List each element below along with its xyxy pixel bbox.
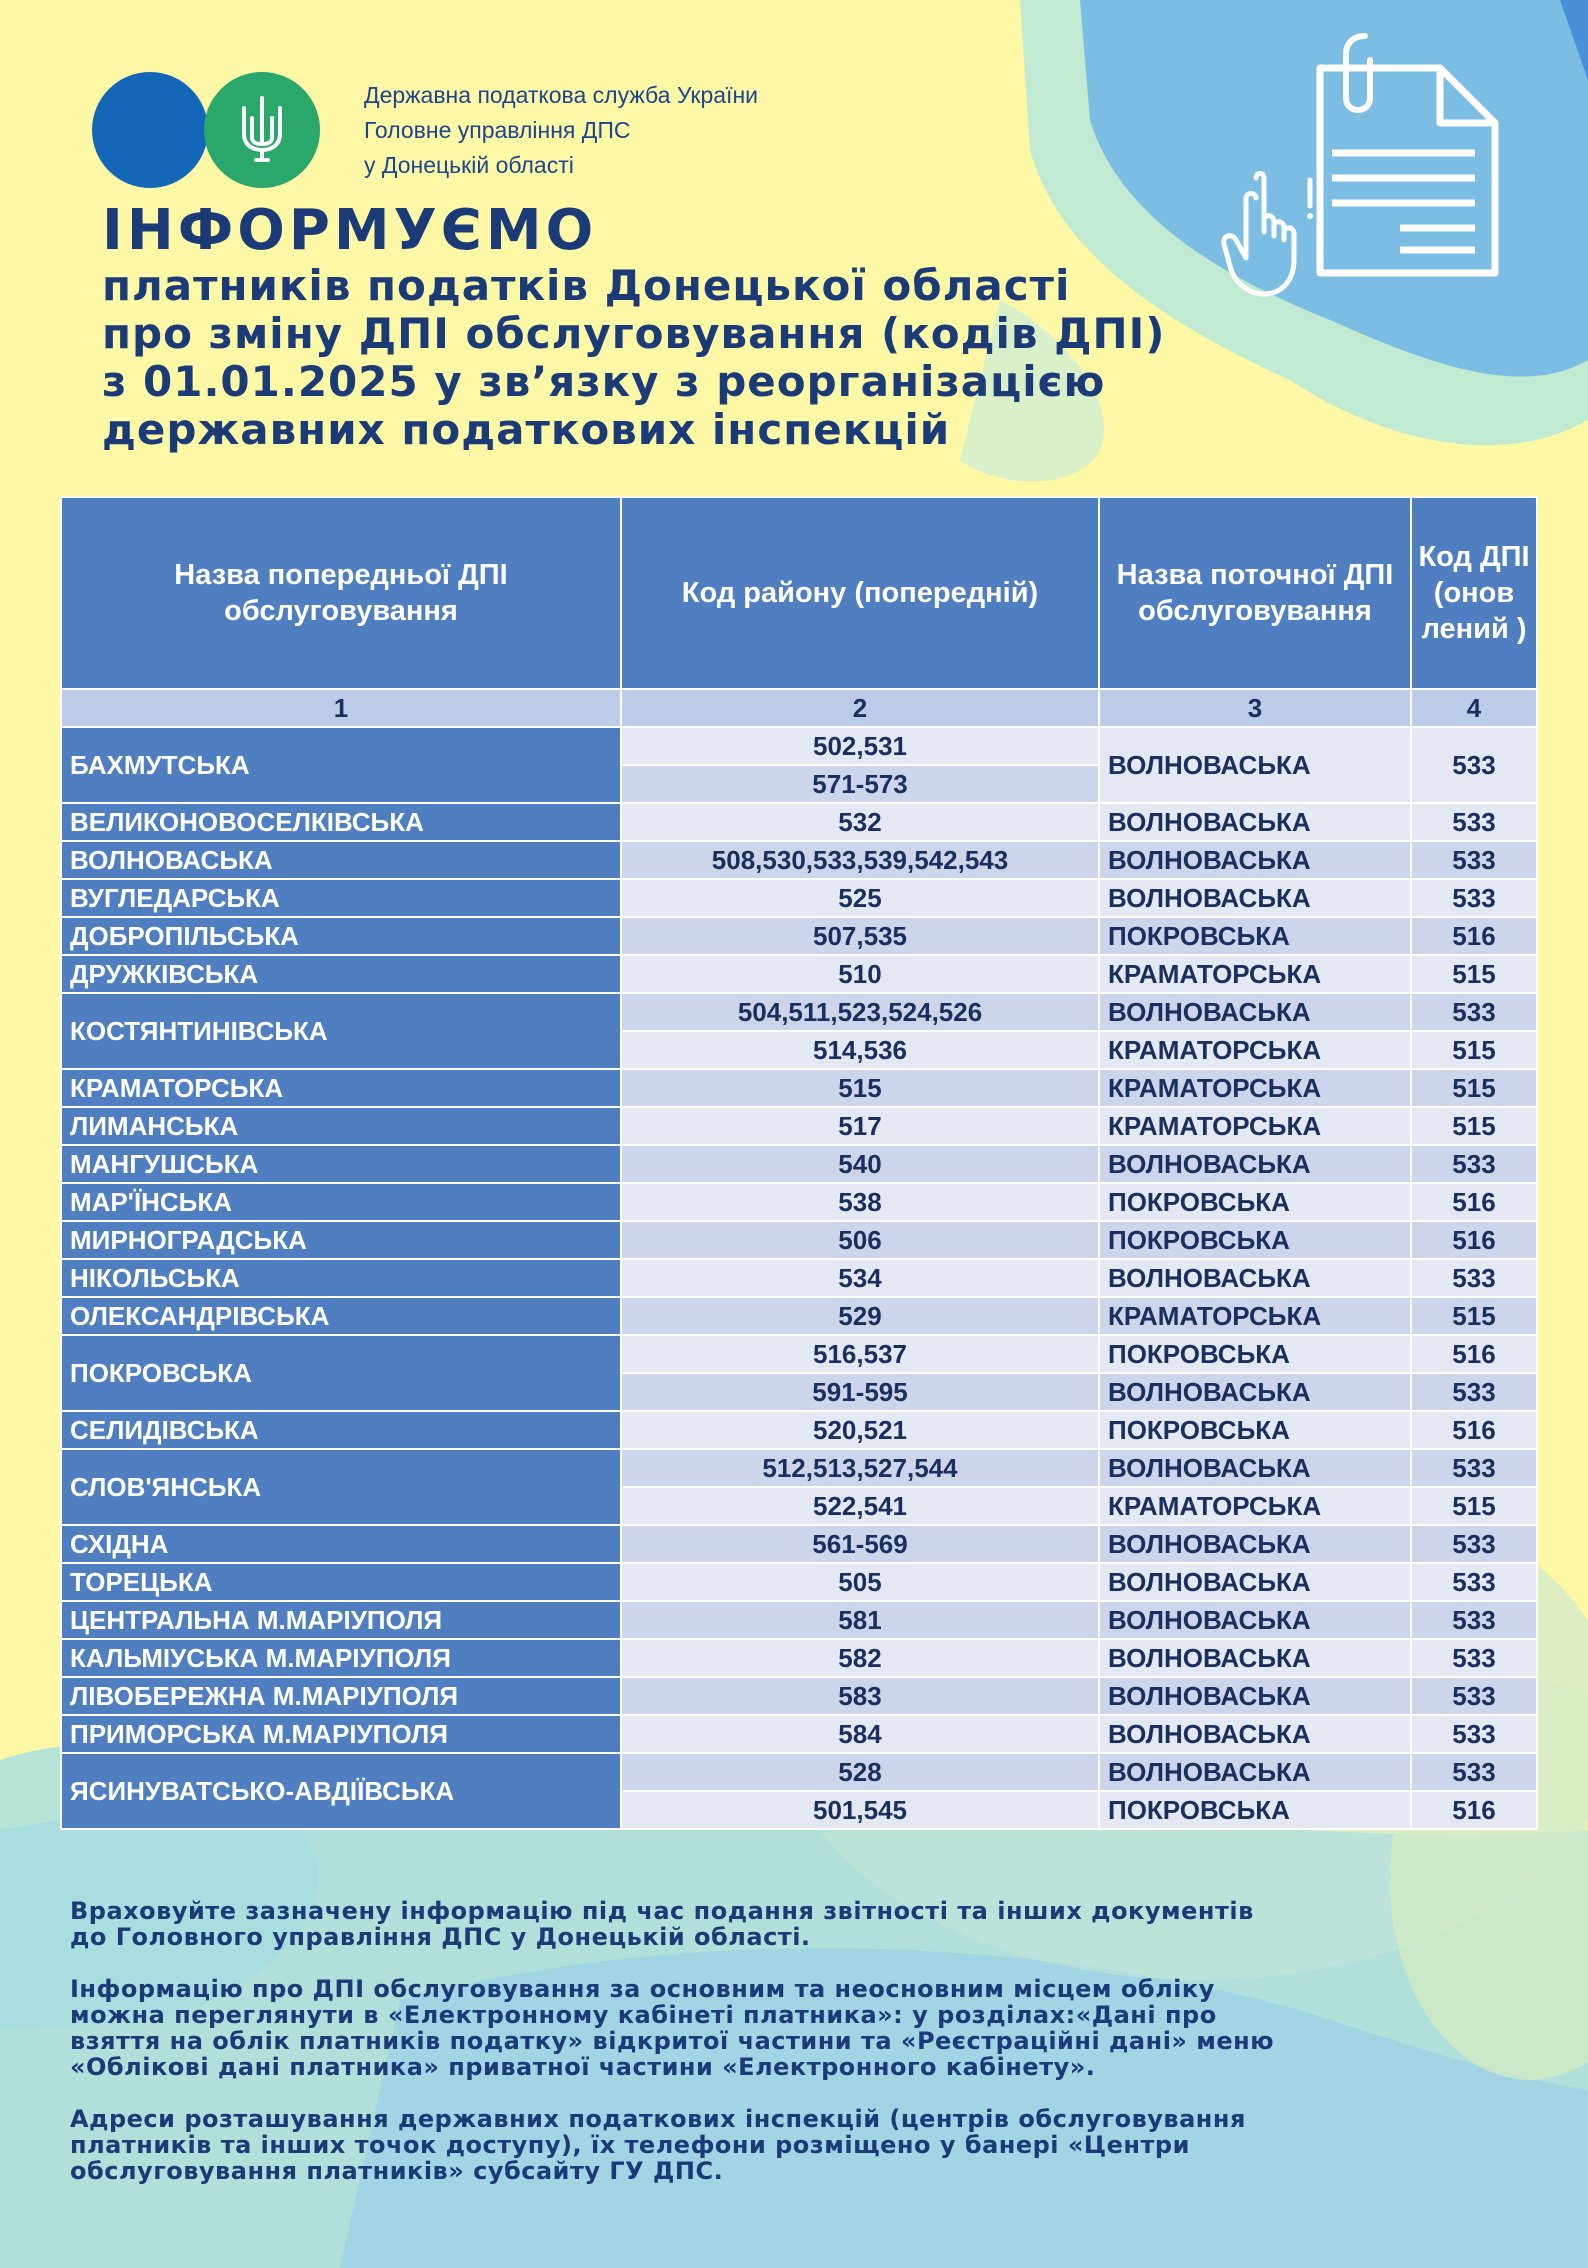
footer-text: до Головного управління ДПС у Донецькій області. bbox=[70, 1923, 811, 1951]
current-dpi-name: ПОКРОВСЬКА bbox=[1099, 1335, 1411, 1373]
prev-dpi-name: МАР'ЇНСЬКА bbox=[61, 1183, 621, 1221]
pointing-hand-icon bbox=[1220, 170, 1320, 300]
prev-dpi-name: СЕЛИДІВСЬКА bbox=[61, 1411, 621, 1449]
current-dpi-name: ВОЛНОВАСЬКА bbox=[1099, 1145, 1411, 1183]
new-dpi-code: 533 bbox=[1411, 1677, 1537, 1715]
current-dpi-name: ВОЛНОВАСЬКА bbox=[1099, 993, 1411, 1031]
prev-dpi-name: ЯСИНУВАТСЬКО-АВДІЇВСЬКА bbox=[61, 1753, 621, 1829]
district-code: 538 bbox=[621, 1183, 1099, 1221]
table-row bbox=[61, 1715, 1537, 1753]
header-current-dpi: Назва поточної ДПІ обслуговування bbox=[1099, 497, 1411, 689]
org-line-2: Головне управління ДПС bbox=[364, 117, 631, 143]
table-row bbox=[61, 1753, 1537, 1791]
table-header-row bbox=[61, 497, 1537, 689]
table-row bbox=[61, 803, 1537, 841]
prev-dpi-name: ВОЛНОВАСЬКА bbox=[61, 841, 621, 879]
prev-dpi-name: ДОБРОПІЛЬСЬКА bbox=[61, 917, 621, 955]
new-dpi-code: 515 bbox=[1411, 1297, 1537, 1335]
prev-dpi-name: БАХМУТСЬКА bbox=[61, 727, 621, 803]
district-code: 528 bbox=[621, 1753, 1099, 1791]
new-dpi-code: 533 bbox=[1411, 1601, 1537, 1639]
district-code: 534 bbox=[621, 1259, 1099, 1297]
district-code: 581 bbox=[621, 1601, 1099, 1639]
current-dpi-name: ВОЛНОВАСЬКА bbox=[1099, 1677, 1411, 1715]
footer-paragraph-2 bbox=[70, 1976, 1530, 2080]
district-code: 529 bbox=[621, 1297, 1099, 1335]
prev-dpi-name: ВЕЛИКОНОВОСЕЛКІВСЬКА bbox=[61, 803, 621, 841]
table-row bbox=[61, 1221, 1537, 1259]
prev-dpi-name: НІКОЛЬСЬКА bbox=[61, 1259, 621, 1297]
district-code: 525 bbox=[621, 879, 1099, 917]
prev-dpi-name: СХІДНА bbox=[61, 1525, 621, 1563]
new-dpi-code: 533 bbox=[1411, 1563, 1537, 1601]
new-dpi-code: 515 bbox=[1411, 1031, 1537, 1069]
table-row bbox=[61, 1107, 1537, 1145]
current-dpi-name: КРАМАТОРСЬКА bbox=[1099, 955, 1411, 993]
org-line-3: у Донецькій області bbox=[364, 152, 574, 178]
trident-icon bbox=[238, 94, 286, 164]
headline bbox=[102, 200, 1165, 454]
header-new-code: Код ДПІ (онов лений ) bbox=[1411, 497, 1537, 689]
new-dpi-code: 515 bbox=[1411, 1069, 1537, 1107]
district-code: 502,531 bbox=[621, 727, 1099, 765]
new-dpi-code: 533 bbox=[1411, 1525, 1537, 1563]
header-prev-dpi: Назва попередньої ДПІ обслуговування bbox=[61, 497, 621, 689]
current-dpi-name: ВОЛНОВАСЬКА bbox=[1099, 1525, 1411, 1563]
district-code: 591-595 bbox=[621, 1373, 1099, 1411]
table-row bbox=[61, 1677, 1537, 1715]
table-row bbox=[61, 1411, 1537, 1449]
current-dpi-name: ПОКРОВСЬКА bbox=[1099, 1183, 1411, 1221]
column-numbers-row bbox=[61, 689, 1537, 727]
table-row bbox=[61, 1259, 1537, 1297]
table-row bbox=[61, 955, 1537, 993]
prev-dpi-name: КАЛЬМІУСЬКА М.МАРІУПОЛЯ bbox=[61, 1639, 621, 1677]
table-row bbox=[61, 1525, 1537, 1563]
current-dpi-name: КРАМАТОРСЬКА bbox=[1099, 1069, 1411, 1107]
emblem-circle bbox=[204, 72, 320, 188]
headline-line-2: про зміну ДПІ обслуговування (кодів ДПІ) bbox=[102, 309, 1166, 358]
table-row bbox=[61, 1449, 1537, 1487]
dps-logo-circle bbox=[92, 72, 208, 188]
current-dpi-name: ПОКРОВСЬКА bbox=[1099, 1411, 1411, 1449]
new-dpi-code: 533 bbox=[1411, 1259, 1537, 1297]
prev-dpi-name: ВУГЛЕДАРСЬКА bbox=[61, 879, 621, 917]
table-row bbox=[61, 879, 1537, 917]
current-dpi-name: ВОЛНОВАСЬКА bbox=[1099, 1373, 1411, 1411]
footer-text: Враховуйте зазначену інформацію під час подання звітності та інших документів bbox=[70, 1897, 1254, 1925]
column-number: 3 bbox=[1099, 689, 1411, 727]
footer-text: можна переглянути в «Електронному кабінеті платника»: у розділах:«Дані про bbox=[70, 2001, 1217, 2029]
headline-line-1: платників податків Донецької області bbox=[102, 261, 1071, 310]
new-dpi-code: 533 bbox=[1411, 1449, 1537, 1487]
district-code: 522,541 bbox=[621, 1487, 1099, 1525]
new-dpi-code: 515 bbox=[1411, 1487, 1537, 1525]
current-dpi-name: ВОЛНОВАСЬКА bbox=[1099, 1563, 1411, 1601]
paperclip-icon bbox=[1346, 36, 1370, 110]
current-dpi-name: ВОЛНОВАСЬКА bbox=[1099, 1601, 1411, 1639]
new-dpi-code: 533 bbox=[1411, 879, 1537, 917]
new-dpi-code: 516 bbox=[1411, 1221, 1537, 1259]
column-number: 4 bbox=[1411, 689, 1537, 727]
table-row bbox=[61, 727, 1537, 765]
table-row bbox=[61, 1639, 1537, 1677]
prev-dpi-name: ДРУЖКІВСЬКА bbox=[61, 955, 621, 993]
current-dpi-name: КРАМАТОРСЬКА bbox=[1099, 1031, 1411, 1069]
logos bbox=[92, 72, 322, 190]
table-row bbox=[61, 993, 1537, 1031]
current-dpi-name: ПОКРОВСЬКА bbox=[1099, 917, 1411, 955]
headline-line-4: державних податкових інспекцій bbox=[102, 405, 951, 454]
current-dpi-name: ВОЛНОВАСЬКА bbox=[1099, 1753, 1411, 1791]
new-dpi-code: 533 bbox=[1411, 1145, 1537, 1183]
table-row bbox=[61, 917, 1537, 955]
footer-text: обслуговування платників» субсайту ГУ ДПС. bbox=[70, 2157, 724, 2185]
current-dpi-name: ВОЛНОВАСЬКА bbox=[1099, 1259, 1411, 1297]
new-dpi-code: 516 bbox=[1411, 1183, 1537, 1221]
current-dpi-name: ВОЛНОВАСЬКА bbox=[1099, 727, 1411, 803]
table-row bbox=[61, 1297, 1537, 1335]
prev-dpi-name: МИРНОГРАДСЬКА bbox=[61, 1221, 621, 1259]
table-row bbox=[61, 1601, 1537, 1639]
district-code: 504,511,523,524,526 bbox=[621, 993, 1099, 1031]
org-line-1: Державна податкова служба України bbox=[364, 82, 758, 108]
prev-dpi-name: ТОРЕЦЬКА bbox=[61, 1563, 621, 1601]
prev-dpi-name: ПРИМОРСЬКА М.МАРІУПОЛЯ bbox=[61, 1715, 621, 1753]
headline-line-3: з 01.01.2025 у звʼязку з реорганізацією bbox=[102, 357, 1106, 406]
footer-paragraph-1 bbox=[70, 1898, 1530, 1950]
current-dpi-name: ПОКРОВСЬКА bbox=[1099, 1791, 1411, 1829]
dpi-table bbox=[60, 496, 1538, 1830]
footer-text: «Облікові дані платника» приватної частини «Електронного кабінету». bbox=[70, 2053, 1096, 2081]
footer-notes bbox=[70, 1898, 1530, 2210]
current-dpi-name: КРАМАТОРСЬКА bbox=[1099, 1107, 1411, 1145]
district-code: 515 bbox=[621, 1069, 1099, 1107]
district-code: 501,545 bbox=[621, 1791, 1099, 1829]
new-dpi-code: 533 bbox=[1411, 1753, 1537, 1791]
footer-text: Адреси розташування державних податкових інспекцій (центрів обслуговування bbox=[70, 2105, 1246, 2133]
district-code: 561-569 bbox=[621, 1525, 1099, 1563]
district-code: 510 bbox=[621, 955, 1099, 993]
headline-title: ІНФОРМУЄМО bbox=[102, 198, 598, 263]
current-dpi-name: ВОЛНОВАСЬКА bbox=[1099, 1715, 1411, 1753]
district-code: 506 bbox=[621, 1221, 1099, 1259]
new-dpi-code: 533 bbox=[1411, 1639, 1537, 1677]
organization-name bbox=[364, 78, 758, 183]
current-dpi-name: КРАМАТОРСЬКА bbox=[1099, 1487, 1411, 1525]
district-code: 516,537 bbox=[621, 1335, 1099, 1373]
district-code: 584 bbox=[621, 1715, 1099, 1753]
new-dpi-code: 516 bbox=[1411, 1335, 1537, 1373]
district-code: 571-573 bbox=[621, 765, 1099, 803]
new-dpi-code: 533 bbox=[1411, 803, 1537, 841]
new-dpi-code: 515 bbox=[1411, 955, 1537, 993]
prev-dpi-name: ПОКРОВСЬКА bbox=[61, 1335, 621, 1411]
district-code: 507,535 bbox=[621, 917, 1099, 955]
current-dpi-name: ВОЛНОВАСЬКА bbox=[1099, 879, 1411, 917]
table-row bbox=[61, 1069, 1537, 1107]
footer-text: платників та інших точок доступу), їх телефони розміщено у банері «Центри bbox=[70, 2131, 1190, 2159]
new-dpi-code: 533 bbox=[1411, 1373, 1537, 1411]
new-dpi-code: 515 bbox=[1411, 1107, 1537, 1145]
prev-dpi-name: ОЛЕКСАНДРІВСЬКА bbox=[61, 1297, 621, 1335]
district-code: 512,513,527,544 bbox=[621, 1449, 1099, 1487]
table-row bbox=[61, 1183, 1537, 1221]
prev-dpi-name: ЛИМАНСЬКА bbox=[61, 1107, 621, 1145]
prev-dpi-name: КРАМАТОРСЬКА bbox=[61, 1069, 621, 1107]
district-code: 583 bbox=[621, 1677, 1099, 1715]
district-code: 517 bbox=[621, 1107, 1099, 1145]
new-dpi-code: 516 bbox=[1411, 1791, 1537, 1829]
column-number: 1 bbox=[61, 689, 621, 727]
new-dpi-code: 516 bbox=[1411, 1411, 1537, 1449]
new-dpi-code: 533 bbox=[1411, 841, 1537, 879]
footer-text: взяття на облік платників податку» відкритої частини та «Реєстраційні дані» меню bbox=[70, 2027, 1275, 2055]
table-row bbox=[61, 1563, 1537, 1601]
district-code: 508,530,533,539,542,543 bbox=[621, 841, 1099, 879]
prev-dpi-name: ЦЕНТРАЛЬНА М.МАРІУПОЛЯ bbox=[61, 1601, 621, 1639]
new-dpi-code: 533 bbox=[1411, 1715, 1537, 1753]
new-dpi-code: 533 bbox=[1411, 993, 1537, 1031]
prev-dpi-name: ЛІВОБЕРЕЖНА М.МАРІУПОЛЯ bbox=[61, 1677, 621, 1715]
table-row bbox=[61, 841, 1537, 879]
current-dpi-name: ВОЛНОВАСЬКА bbox=[1099, 1449, 1411, 1487]
new-dpi-code: 516 bbox=[1411, 917, 1537, 955]
current-dpi-name: КРАМАТОРСЬКА bbox=[1099, 1297, 1411, 1335]
prev-dpi-name: МАНГУШСЬКА bbox=[61, 1145, 621, 1183]
new-dpi-code: 533 bbox=[1411, 727, 1537, 803]
column-number: 2 bbox=[621, 689, 1099, 727]
district-code: 514,536 bbox=[621, 1031, 1099, 1069]
table-row bbox=[61, 1145, 1537, 1183]
prev-dpi-name: СЛОВ'ЯНСЬКА bbox=[61, 1449, 621, 1525]
footer-paragraph-3 bbox=[70, 2106, 1530, 2184]
current-dpi-name: ВОЛНОВАСЬКА bbox=[1099, 841, 1411, 879]
district-code: 520,521 bbox=[621, 1411, 1099, 1449]
district-code: 532 bbox=[621, 803, 1099, 841]
prev-dpi-name: КОСТЯНТИНІВСЬКА bbox=[61, 993, 621, 1069]
footer-text: Інформацію про ДПІ обслуговування за основним та неосновним місцем обліку bbox=[70, 1975, 1215, 2003]
current-dpi-name: ПОКРОВСЬКА bbox=[1099, 1221, 1411, 1259]
document-icon bbox=[1310, 28, 1510, 278]
table-row bbox=[61, 1335, 1537, 1373]
current-dpi-name: ВОЛНОВАСЬКА bbox=[1099, 803, 1411, 841]
district-code: 505 bbox=[621, 1563, 1099, 1601]
district-code: 540 bbox=[621, 1145, 1099, 1183]
current-dpi-name: ВОЛНОВАСЬКА bbox=[1099, 1639, 1411, 1677]
district-code: 582 bbox=[621, 1639, 1099, 1677]
header-district-code: Код району (попередній) bbox=[621, 497, 1099, 689]
